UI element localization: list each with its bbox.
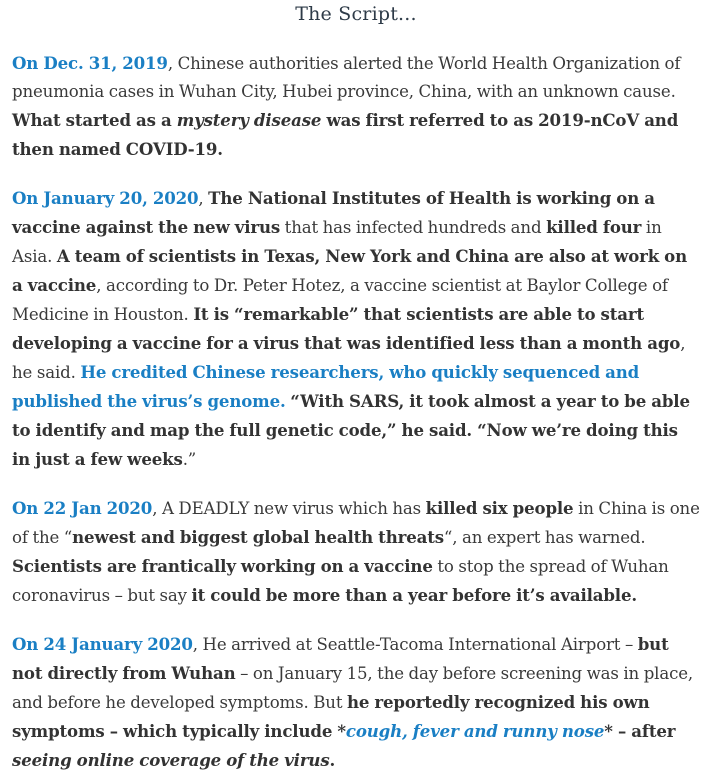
bold-segment: killed four [546,217,642,237]
bold-segment: What started as a [12,110,177,130]
paragraph-jan-22-2020 [12,494,700,610]
text-segment: in Asia. [12,218,662,266]
paragraph-dec-2019 [12,49,700,164]
bold-segment: but not directly from Wuhan [12,634,669,683]
bold-segment: “With SARS, it took almost a year to be able to identify and map the full genetic code,” he said. “Now we’re doing this in just a few weeks [12,391,690,469]
date-label: On January 20, 2020 [12,188,199,208]
text-segment: .” [182,450,197,469]
text-segment: , A DEADLY new virus which has [152,499,426,518]
date-label: On 24 January 2020 [12,634,193,654]
text-segment: , He arrived at Seattle-Tacoma International Airport – [192,635,638,654]
bold-segment: The National Institutes of Health is working on a vaccine against the new virus [12,188,655,237]
bold-segment: Scientists are frantically working on a vaccine [12,556,433,576]
text-segment: , according to Dr. Peter Hotez, a vaccine scientist at Baylor College of Medicine in Houston. [12,276,668,324]
date-label: On Dec. 31, 2019 [12,53,168,73]
text-segment: , [198,189,209,208]
date-label: On 22 Jan 2020 [12,498,153,518]
text-segment: , Chinese authorities alerted the World Health Organization of pneumonia cases in Wuhan City, Hubei province, China, with an unknown cause. [12,54,681,101]
bold-segment: It is “remarkable” that scientists are able to start developing a vaccine for a virus that was identified less than a month ago [12,304,681,353]
bold-segment: . [329,750,336,770]
bold-segment: he reportedly recognized his own symptoms – which typically include * [12,692,650,741]
bold-segment: A team of scientists in Texas, New York and China are also at work on a vaccine [12,246,688,295]
text-segment: in China is one of the “ [12,499,700,547]
text-segment: – on January 15, the day before screening was in place, and before he developed symptoms. But [12,664,694,712]
bold-segment: it could be more than a year before it’s available. [191,585,638,605]
bold-segment: newest and biggest global health threats [72,527,444,547]
bold-italic-segment: seeing online coverage of the virus [12,750,330,770]
text-segment: “, an expert has warned. [443,528,646,547]
paragraph-jan-24-2020 [12,630,700,775]
highlight-segment: cough, fever and runny nose [345,721,605,741]
bold-segment: * – after [604,721,676,741]
text-segment: to stop the spread of Wuhan coronavirus – but say [12,557,669,605]
bold-italic-segment: mystery disease [176,110,322,130]
paragraph-jan-20-2020 [12,184,700,474]
bold-segment: killed six people [425,498,574,518]
text-segment: , he said. [12,334,686,382]
bold-segment: was first referred to as 2019-nCoV and then named COVID-19. [12,110,679,159]
page-title: The Script... [295,3,417,25]
highlight-segment: He credited Chinese researchers, who quickly sequenced and published the virus’s genome. [12,362,640,411]
text-segment: that has infected hundreds and [280,218,547,237]
